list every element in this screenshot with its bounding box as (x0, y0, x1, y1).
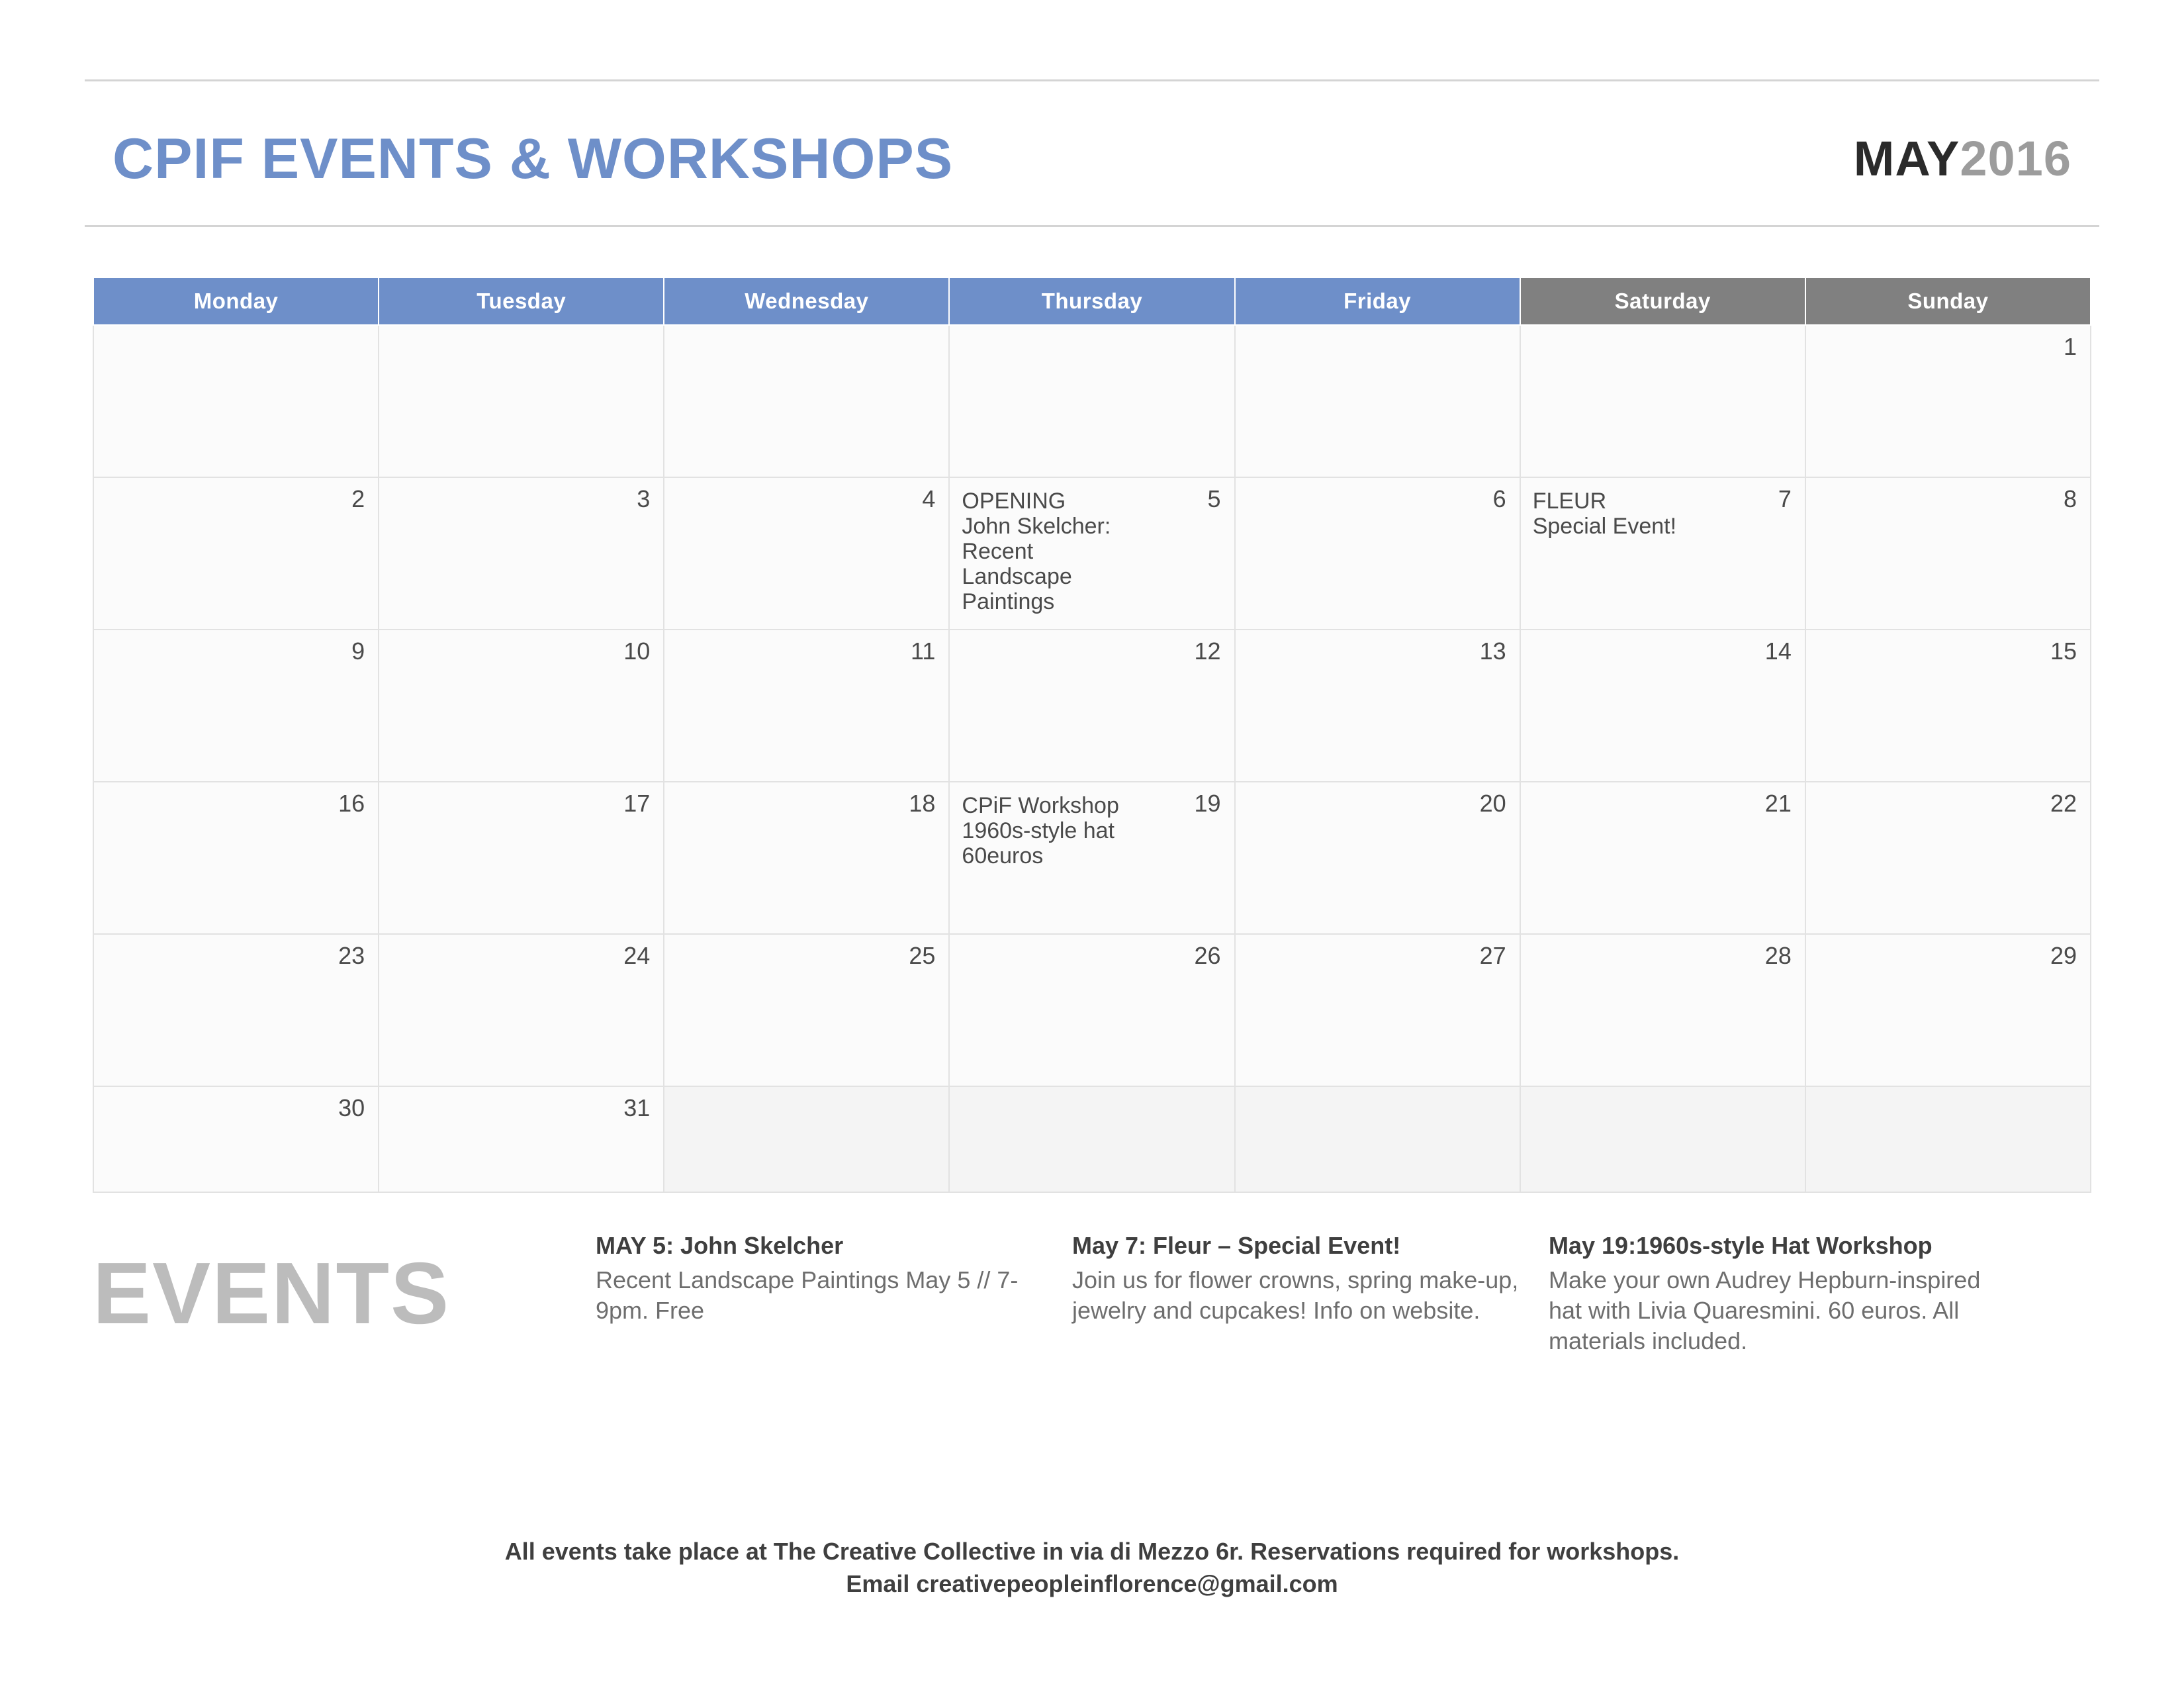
calendar-day-cell[interactable] (379, 934, 664, 1086)
calendar-day-cell[interactable] (93, 934, 379, 1086)
calendar-day-cell[interactable] (93, 782, 379, 934)
calendar-empty-cell (1520, 325, 1805, 477)
calendar-cell-inner (1236, 326, 1520, 477)
day-number: 20 (1479, 790, 1506, 817)
day-number: 7 (1778, 485, 1792, 512)
event-detail-2 (1549, 1231, 2025, 1356)
calendar-event[interactable] (1533, 487, 1793, 539)
calendar-cell-inner (1236, 782, 1520, 933)
header-divider-top (85, 79, 2099, 81)
day-number: 18 (909, 790, 936, 817)
event-detail-body-2: Make your own Audrey Hepburn-inspired hat with Livia Quaresmini. 60 euros. All materials included. (1549, 1266, 1981, 1355)
calendar-cell-inner (1806, 326, 2090, 477)
calendar-event-line: John Skelcher: (962, 514, 1111, 539)
day-number: 1 (2063, 333, 2077, 360)
calendar-day-cell[interactable] (1235, 630, 1520, 782)
calendar-cell-inner (379, 478, 663, 629)
calendar-day-cell[interactable] (949, 630, 1234, 782)
calendar-day-cell[interactable] (93, 477, 379, 630)
calendar-empty-cell (664, 325, 949, 477)
calendar-cell-inner (94, 1087, 378, 1192)
day-number: 5 (1207, 485, 1221, 512)
calendar-cell-inner (1236, 630, 1520, 781)
month-year-label (1853, 131, 2071, 186)
event-detail-body-1: Join us for flower crowns, spring make-up, jewelry and cupcakes! Info on website. (1072, 1266, 1519, 1325)
day-number: 31 (623, 1094, 651, 1121)
day-number: 12 (1194, 637, 1221, 665)
calendar-cell-inner (950, 326, 1234, 477)
header-divider-bottom (85, 225, 2099, 227)
calendar-event[interactable] (962, 487, 1222, 614)
day-number: 22 (2050, 790, 2077, 817)
calendar-day-cell[interactable] (1805, 782, 2091, 934)
calendar-day-cell[interactable] (664, 477, 949, 630)
weekday-header-saturday: Saturday (1520, 277, 1805, 325)
day-number: 6 (1492, 485, 1506, 512)
day-number: 11 (911, 637, 936, 665)
calendar-day-cell[interactable] (664, 782, 949, 934)
calendar-cell-inner (664, 326, 948, 477)
calendar-day-cell[interactable] (949, 934, 1234, 1086)
calendar-cell-inner (1521, 630, 1805, 781)
calendar-week-row (93, 782, 2091, 934)
calendar-day-cell[interactable] (1805, 630, 2091, 782)
calendar-cell-inner (950, 782, 1234, 933)
calendar-body (93, 325, 2091, 1192)
day-number: 30 (338, 1094, 365, 1121)
calendar-day-cell[interactable] (1520, 934, 1805, 1086)
day-number: 21 (1764, 790, 1792, 817)
footer-line-1: All events take place at The Creative Collective in via di Mezzo 6r. Reservations required for workshops. (504, 1538, 1680, 1565)
calendar-cell-inner (1521, 478, 1805, 629)
event-detail-title-0: MAY 5: John Skelcher (596, 1232, 844, 1259)
footer-note (93, 1536, 2091, 1600)
calendar-day-cell[interactable] (93, 1086, 379, 1192)
calendar-event-line: 1960s-style hat (962, 818, 1115, 844)
day-number: 19 (1194, 790, 1221, 817)
calendar-day-cell[interactable] (379, 477, 664, 630)
footer-line-2: Email creativepeopleinflorence@gmail.com (846, 1570, 1338, 1597)
page-title: CPIF EVENTS & WORKSHOPS (113, 127, 954, 191)
day-number: 28 (1764, 942, 1792, 969)
calendar-cell-inner (94, 478, 378, 629)
calendar-event-line: FLEUR (1532, 489, 1607, 514)
events-heading: EVENTS (93, 1244, 451, 1342)
day-number: 27 (1479, 942, 1506, 969)
calendar-cell-inner (379, 782, 663, 933)
calendar-empty-cell (1520, 1086, 1805, 1192)
calendar-cell-inner (379, 630, 663, 781)
calendar-cell-inner (664, 630, 948, 781)
calendar-cell-inner (664, 1087, 948, 1192)
calendar-cell-inner (94, 630, 378, 781)
event-detail-1 (1072, 1231, 1549, 1326)
calendar-event-line: 60euros (962, 843, 1044, 869)
weekday-header-thursday: Thursday (949, 277, 1234, 325)
day-number: 29 (2050, 942, 2077, 969)
calendar-day-cell[interactable] (664, 630, 949, 782)
calendar-day-cell[interactable] (1520, 782, 1805, 934)
calendar-empty-cell (1235, 1086, 1520, 1192)
calendar-cell-inner (94, 326, 378, 477)
weekday-header-wednesday: Wednesday (664, 277, 949, 325)
calendar-day-cell[interactable] (1235, 934, 1520, 1086)
calendar-cell-inner (379, 326, 663, 477)
day-number: 17 (623, 790, 651, 817)
events-section (93, 1231, 2091, 1356)
weekday-header-monday: Monday (93, 277, 379, 325)
calendar-cell-inner (1236, 1087, 1520, 1192)
event-detail-title-2: May 19:1960s-style Hat Workshop (1549, 1232, 1933, 1259)
calendar-week-row (93, 934, 2091, 1086)
calendar-cell-inner (379, 935, 663, 1086)
calendar-empty-cell (664, 1086, 949, 1192)
calendar-day-cell[interactable] (379, 1086, 664, 1192)
event-detail-body-0: Recent Landscape Paintings May 5 // 7-9pm. Free (596, 1266, 1019, 1325)
calendar-empty-cell (1805, 1086, 2091, 1192)
page-header (113, 99, 2071, 218)
calendar-day-cell[interactable] (1235, 782, 1520, 934)
day-number: 14 (1764, 637, 1792, 665)
calendar-cell-inner (94, 782, 378, 933)
calendar-day-cell[interactable] (1520, 477, 1805, 630)
calendar-empty-cell (93, 325, 379, 477)
calendar-week-row (93, 477, 2091, 630)
calendar-day-cell[interactable] (949, 477, 1234, 630)
calendar-week-row (93, 325, 2091, 477)
day-number: 23 (338, 942, 365, 969)
calendar-day-cell[interactable] (1805, 477, 2091, 630)
calendar-cell-inner (94, 935, 378, 1086)
calendar-empty-cell (1235, 325, 1520, 477)
day-number: 3 (637, 485, 651, 512)
day-number: 25 (909, 942, 936, 969)
calendar-day-cell[interactable] (379, 630, 664, 782)
calendar-cell-inner (950, 478, 1234, 629)
calendar-day-cell[interactable] (1520, 630, 1805, 782)
calendar-cell-inner (1236, 935, 1520, 1086)
calendar-cell-inner (1806, 1087, 2090, 1192)
day-number: 26 (1194, 942, 1221, 969)
calendar-cell-inner (950, 630, 1234, 781)
day-number: 10 (623, 637, 651, 665)
calendar-day-cell[interactable] (1805, 934, 2091, 1086)
day-number: 16 (338, 790, 365, 817)
calendar-event-line: CPiF Workshop (962, 793, 1119, 818)
calendar-day-cell[interactable] (949, 782, 1234, 934)
calendar-header-row (93, 277, 2091, 325)
calendar-cell-inner (1806, 935, 2090, 1086)
calendar-cell-inner (1806, 782, 2090, 933)
day-number: 15 (2050, 637, 2077, 665)
calendar-cell-inner (379, 1087, 663, 1192)
event-detail-title-1: May 7: Fleur – Special Event! (1072, 1232, 1401, 1259)
calendar-empty-cell (949, 325, 1234, 477)
weekday-header-sunday: Sunday (1805, 277, 2091, 325)
calendar-cell-inner (664, 782, 948, 933)
calendar-event-line: Special Event! (1532, 514, 1677, 539)
calendar-event[interactable] (962, 792, 1222, 868)
calendar-week-row (93, 630, 2091, 782)
calendar-cell-inner (950, 1087, 1234, 1192)
day-number: 4 (922, 485, 936, 512)
day-number: 13 (1479, 637, 1506, 665)
calendar-day-cell[interactable] (1235, 477, 1520, 630)
month-label: MAY (1853, 131, 1960, 186)
calendar-day-cell[interactable] (1805, 325, 2091, 477)
calendar-empty-cell (379, 325, 664, 477)
year-label: 2016 (1960, 131, 2071, 186)
month-calendar (93, 277, 2091, 1193)
calendar-cell-inner (664, 935, 948, 1086)
calendar-day-cell[interactable] (379, 782, 664, 934)
calendar-cell-inner (1806, 630, 2090, 781)
calendar-week-row (93, 1086, 2091, 1192)
day-number: 9 (351, 637, 365, 665)
calendar-event-line: OPENING (962, 489, 1066, 514)
calendar-cell-inner (1521, 1087, 1805, 1192)
calendar-cell-inner (1521, 782, 1805, 933)
calendar-cell-inner (1521, 326, 1805, 477)
calendar-cell-inner (1236, 478, 1520, 629)
calendar-cell-inner (950, 935, 1234, 1086)
calendar-event-line: Recent Landscape (962, 539, 1072, 590)
calendar-cell-inner (1806, 478, 2090, 629)
calendar-day-cell[interactable] (664, 934, 949, 1086)
day-number: 2 (351, 485, 365, 512)
calendar-event-line: Paintings (962, 589, 1055, 615)
weekday-header-tuesday: Tuesday (379, 277, 664, 325)
weekday-header-friday: Friday (1235, 277, 1520, 325)
event-detail-0 (596, 1231, 1072, 1326)
calendar-cell-inner (664, 478, 948, 629)
calendar-empty-cell (949, 1086, 1234, 1192)
day-number: 8 (2063, 485, 2077, 512)
calendar-day-cell[interactable] (93, 630, 379, 782)
day-number: 24 (623, 942, 651, 969)
calendar-cell-inner (1521, 935, 1805, 1086)
